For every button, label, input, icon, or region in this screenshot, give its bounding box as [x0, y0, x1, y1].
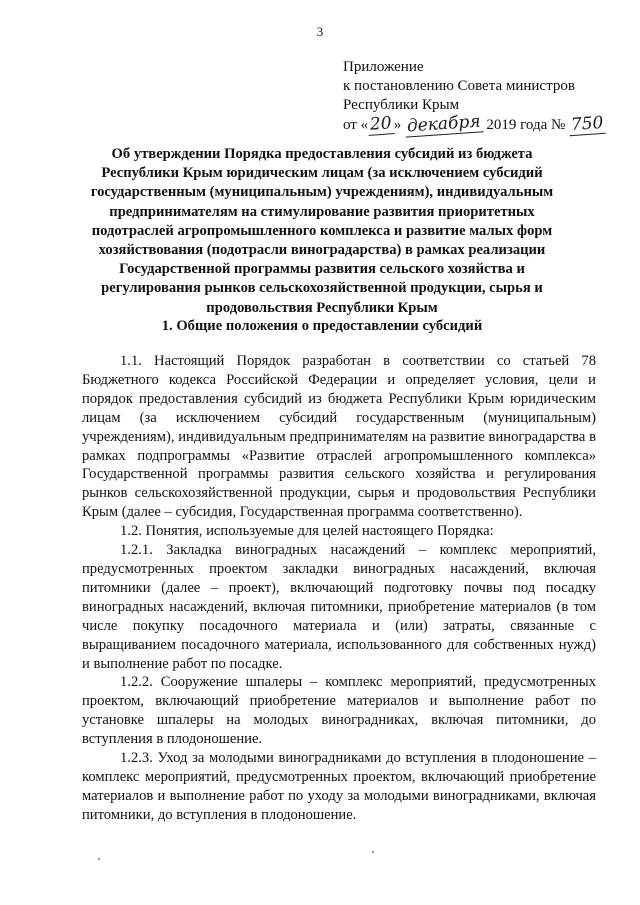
appendix-date-line	[343, 111, 623, 137]
paragraph-1-1: 1.1. Настоящий Порядок разработан в соответствии со статьей 78 Бюджетного кодекса Российской Федерации и определяет условия, цели и порядок предоставления субсидий из бюджета Республики Крым юридическим лицам (за исключением субсидий государственным (муниципальным) учреждениям), индивидуальным предпринимателям на развитие виноградарства в рамках подпрограммы «Развитие отраслей агропромышленного комплекса» Государственной программы развития сельского хозяйства и регулирования рынков сельскохозяйственной продукции, сырья и продовольствия Республики Крым (далее – субсидия, Государственная программа соответственно).	[82, 353, 596, 521]
doc-number-handwritten: 750	[568, 114, 606, 136]
appendix-block	[343, 58, 623, 135]
page-number: 3	[316, 24, 324, 39]
date-month-handwritten: декабря	[404, 112, 483, 137]
paragraph-1-2-2: 1.2.2. Сооружение шпалеры – комплекс мероприятий, предусмотренных проектом, включающий приобретение материалов и выполнение работ по установке шпалеры на молодых виноградниках, включая питомники, до вступления в плодоношение.	[82, 674, 596, 748]
paragraph-1-2: 1.2. Понятия, используемые для целей настоящего Порядка:	[120, 523, 494, 540]
document-body	[82, 352, 596, 825]
date-year: 2019 года №	[486, 117, 566, 133]
scan-speck	[372, 851, 374, 853]
paragraph-1-2-1: 1.2.1. Закладка виноградных насаждений – комплекс мероприятий, предусмотренных проектом закладки виноградных насаждений, включая питомники (далее – проект), включающий подготовку почвы под посадку виноградных насаждений, включая питомники, приобретение материалов (в том числе покупку посадочного материала и (или) затраты, связанные с выращиванием посадочного материала, использованного для собственных нужд) и выполнение работ по посадке.	[82, 542, 596, 672]
date-day-handwritten: 20	[367, 114, 394, 136]
date-mid: »	[393, 117, 402, 133]
document-title: Об утверждении Порядка предоставления субсидий из бюджета Республики Крым юридическим лицам (за исключением субсидий государственным (муниципальным) учреждениям), индивидуальным предпринимателям на стимулирование развития приоритетных подотраслей агропромышленного комплекса и развитие малых форм хозяйствования (подотрасли виноградарства) в рамках реализации Государственной программы развития сельского хозяйства и регулирования рынков сельскохозяйственной продукции, сырья и продовольствия Республики Крым	[90, 146, 554, 316]
appendix-line-3: Республики Крым	[343, 97, 460, 113]
appendix-line-1: Приложение	[343, 59, 424, 75]
paragraph-1-2-3: 1.2.3. Уход за молодыми виноградниками до вступления в плодоношение – комплекс мероприятий, предусмотренных проектом, включающий приобретение материалов и выполнение работ по уходу за молодыми виноградниками, включая питомники, до вступления в плодоношение.	[82, 750, 596, 823]
date-prefix: от «	[343, 117, 369, 133]
appendix-line-2: к постановлению Совета министров	[343, 78, 575, 94]
scan-speck	[98, 858, 100, 860]
section-heading: 1. Общие положения о предоставлении субсидий	[161, 318, 483, 334]
